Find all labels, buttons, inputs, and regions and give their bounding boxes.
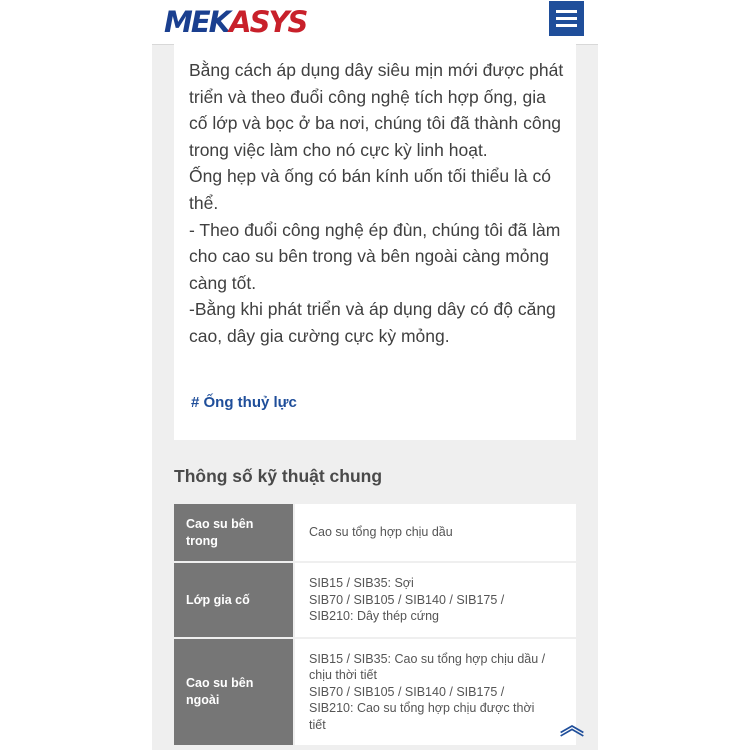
table-row [174,504,576,562]
spec-key-line: Cao su bên [186,516,254,531]
spec-key [174,504,294,562]
product-description [189,57,569,350]
spec-value-line: Cao su tổng hợp chịu dầu [309,525,453,540]
spec-value-line: chịu thời tiết [309,668,377,683]
description-card [174,44,576,440]
spec-key [174,562,294,638]
spec-value [294,562,576,638]
double-chevron-up-icon[interactable]: ︽ [560,713,584,740]
mobile-page [152,0,598,750]
spec-value-line: SIB210: Cao su tổng hợp chịu được thời [309,701,535,716]
spec-value-line: SIB210: Dây thép cứng [309,609,439,624]
description-paragraph: -Bằng khi phát triển và áp dụng dây có độ căng cao, dây gia cường cực kỳ mỏng. [189,299,556,346]
specs-section-title: Thông số kỹ thuật chung [174,466,383,486]
hydraulic-hose-tag-link[interactable]: # Ống thuỷ lực [191,394,297,411]
logo-text-part2: ASYS [229,5,307,39]
menu-bar [556,17,577,20]
spec-value-line: SIB70 / SIB105 / SIB140 / SIB175 / [309,592,505,607]
spec-key-line: Lớp gia cố [186,592,250,607]
description-paragraph: Bằng cách áp dụng dây siêu mịn mới được phát triển và theo đuổi công nghệ tích hợp ống, gia cố lớp và bọc ở ba nơi, chúng tôi đã thành công trong việc làm cho nó cực kỳ linh hoạt. [189,60,564,160]
spec-key [174,638,294,746]
spec-value-line: SIB15 / SIB35: Cao su tổng hợp chịu dầu / [309,651,546,666]
table-row [174,562,576,638]
brand-logo[interactable] [164,6,306,38]
spec-value-line: SIB15 / SIB35: Sợi [309,576,414,591]
specs-table [174,504,576,747]
spec-key-line: trong [186,533,218,548]
description-paragraph: Ống hẹp và ống có bán kính uốn tối thiểu là có thể. [189,166,551,213]
description-paragraph: - Theo đuổi công nghệ ép đùn, chúng tôi đã làm cho cao su bên trong và bên ngoài càng mỏng càng tốt. [189,219,561,293]
logo-text-part1: MEK [164,5,230,39]
menu-bar [556,10,577,13]
site-header [152,0,598,45]
spec-value [294,638,576,746]
spec-value-line: tiết [309,717,326,732]
spec-key-line: ngoài [186,693,220,707]
spec-key-line: Cao su bên [186,676,254,690]
spec-value-line: SIB70 / SIB105 / SIB140 / SIB175 / [309,684,505,699]
menu-bar [556,24,577,27]
hamburger-menu-icon[interactable] [549,1,584,36]
spec-value [294,504,576,562]
table-row [174,638,576,746]
